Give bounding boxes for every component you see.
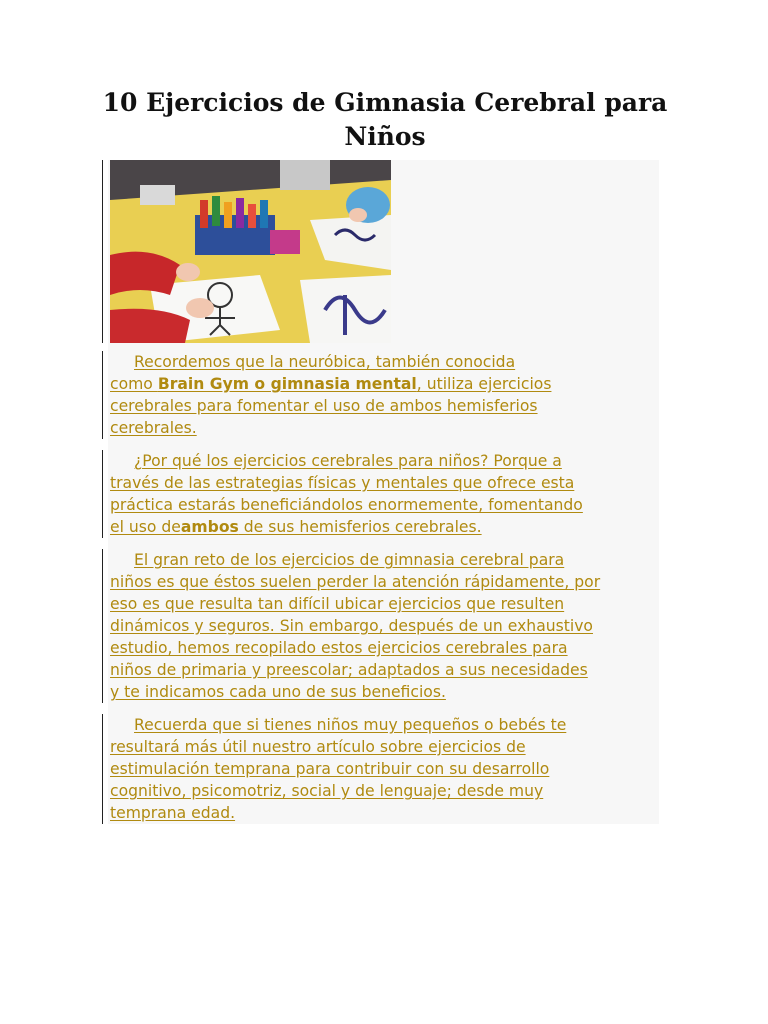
article-content xyxy=(102,160,659,824)
article-photo xyxy=(110,160,391,343)
paragraph-bold-link[interactable]: Brain Gym o gimnasia mental xyxy=(157,375,417,393)
page-title: 10 Ejercicios de Gimnasia Cerebral para Niños xyxy=(102,88,668,151)
quote-bar xyxy=(102,549,103,703)
photo-children-drawing-icon xyxy=(110,160,391,343)
paragraph-2[interactable] xyxy=(110,450,660,538)
paragraph-text: , utiliza ejercicios cerebrales para fomentar el uso de ambos hemisferios cerebrales. xyxy=(110,375,552,437)
quote-bar xyxy=(102,351,103,439)
paragraph-text: El gran reto de los ejercicios de gimnasia cerebral para niños es que éstos suelen perder la atención rápidamente, por eso es que resulta tan difícil ubicar ejercicios que resulten dinámicos y seguros. Sin embargo, después de un exhaustivo estudio, hemos recopilado estos ejercicios cerebrales para niños de primaria y preescolar; adaptados a sus necesidades y te indicamos cada uno de sus beneficios. xyxy=(110,551,601,701)
paragraph-text: ¿Por qué los ejercicios cerebrales para niños? Porque a través de las estrategias físicas y mentales que ofrece esta práctica estarás beneficiándolos enormemente, fomentando el uso de xyxy=(110,452,583,536)
quote-bar xyxy=(102,714,103,824)
paragraph-3[interactable] xyxy=(110,549,660,703)
paragraph-4[interactable] xyxy=(110,714,660,824)
paragraph-text: Recuerda que si tienes niños muy pequeños o bebés te resultará más útil nuestro artículo sobre ejercicios de estimulación temprana para contribuir con su desarrollo cognitivo, psicomotriz, social y de lenguaje; desde muy temprana edad. xyxy=(110,716,567,822)
paragraph-text: de sus hemisferios cerebrales. xyxy=(238,518,482,536)
quote-bar xyxy=(102,160,103,343)
paragraph-1[interactable] xyxy=(110,351,660,439)
paragraph-text: Recordemos que la neuróbica, también conocida como xyxy=(110,353,516,393)
paragraph-bold-link[interactable]: ambos xyxy=(180,518,239,536)
quote-bar xyxy=(102,450,103,538)
